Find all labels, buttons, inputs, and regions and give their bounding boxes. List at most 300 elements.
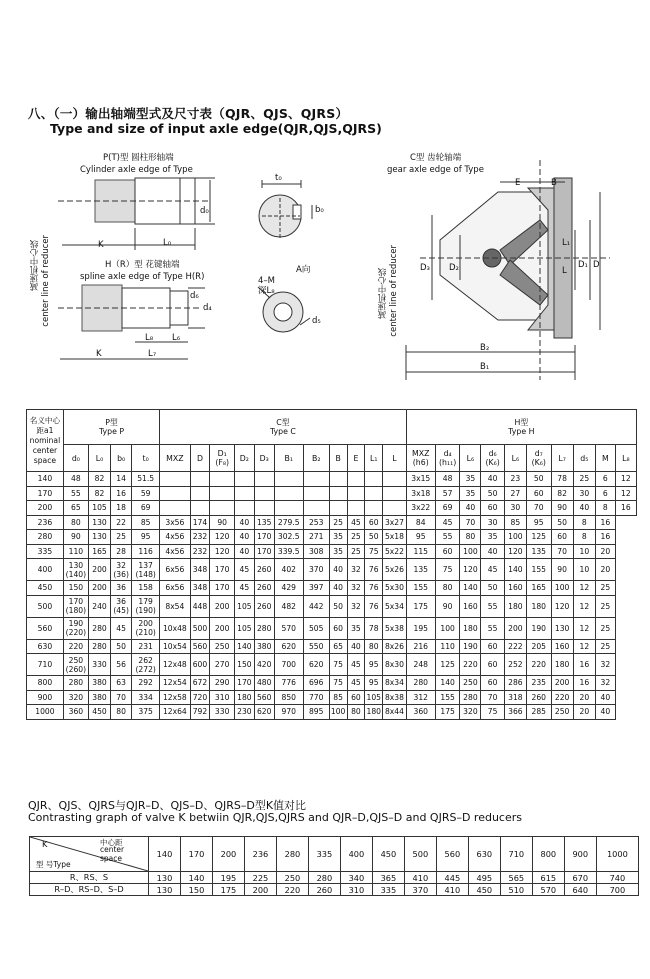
col-header: d₅	[573, 445, 595, 472]
table-cell: 60	[481, 654, 504, 676]
table-cell: 14	[111, 472, 132, 487]
center-line-en-left: center line of reducer	[41, 235, 51, 327]
table-cell: 120	[551, 595, 573, 617]
table-cell: 18	[111, 501, 132, 516]
table-cell: 5x34	[383, 595, 406, 617]
k-center-header: 200	[212, 837, 244, 872]
axle-diagrams	[0, 140, 650, 400]
k-value-cell: 570	[532, 884, 564, 896]
dim-k-h: K	[96, 349, 102, 359]
c-title-cn: C型 齿轮轴端	[410, 153, 462, 163]
table-cell: 50	[526, 472, 551, 487]
table-row	[27, 654, 637, 676]
table-cell: 195	[406, 617, 435, 639]
table-cell: 320	[63, 690, 88, 705]
table-cell: 200	[504, 617, 526, 639]
table-cell: 1000	[27, 705, 64, 720]
table-cell	[254, 501, 274, 516]
table-cell: 6	[595, 486, 615, 501]
table-cell: 16	[573, 676, 595, 691]
table-cell: 560	[27, 617, 64, 639]
table-cell: 60	[329, 617, 347, 639]
table-cell: 800	[27, 676, 64, 691]
table-cell: 200	[551, 676, 573, 691]
table-cell: 8x30	[383, 654, 406, 676]
table-cell: 40	[347, 639, 365, 654]
table-cell: 140	[504, 559, 526, 581]
table-cell	[347, 501, 365, 516]
k-value-cell: 450	[468, 884, 500, 896]
table-cell: 5x30	[383, 581, 406, 596]
table-cell: 5x22	[383, 544, 406, 559]
k-table-corner	[30, 837, 149, 872]
col-header: L	[383, 445, 406, 472]
table-cell: 95	[132, 530, 160, 545]
table-cell: 36 (45)	[111, 595, 132, 617]
col-header: d₆ (K₆)	[481, 445, 504, 472]
table-cell: 402	[274, 559, 303, 581]
table-cell: 180	[365, 705, 383, 720]
dim-d0: d₀	[200, 206, 209, 216]
table-cell: 220	[63, 639, 88, 654]
table-cell	[234, 472, 254, 487]
table-cell: 5x26	[383, 559, 406, 581]
table-cell: 45	[234, 559, 254, 581]
table-cell: 40	[573, 501, 595, 516]
table-cell	[383, 472, 406, 487]
k-value-cell: 370	[404, 884, 436, 896]
type-p-en: Type P	[98, 427, 125, 436]
table-cell: 180	[460, 617, 481, 639]
c-title-en: gear axle edge of Type	[387, 165, 484, 175]
table-cell	[210, 486, 235, 501]
type-h-en: Type H	[508, 427, 535, 436]
table-cell: 232	[190, 530, 210, 545]
k-value-table	[29, 836, 639, 896]
table-cell: 135	[406, 559, 435, 581]
table-cell: 400	[27, 559, 64, 581]
k-value-cell: 175	[212, 884, 244, 896]
col-header: d₀	[63, 445, 88, 472]
k-value-cell: 410	[436, 884, 468, 896]
table-cell	[160, 486, 190, 501]
table-cell: 32	[595, 654, 615, 676]
dim-l8: L₈	[145, 333, 154, 343]
k-center-header: 450	[372, 837, 404, 872]
table-cell: 40	[460, 501, 481, 516]
table-cell	[210, 472, 235, 487]
table-cell: 12x48	[160, 654, 190, 676]
k-value-cell: 365	[372, 872, 404, 884]
table-cell: 10x48	[160, 617, 190, 639]
h-title-en: spline axle edge of Type H(R)	[80, 272, 205, 282]
table-cell: 76	[365, 559, 383, 581]
table-cell: 8x54	[160, 595, 190, 617]
col-header: d₇ (K₆)	[526, 445, 551, 472]
col-header: B₂	[303, 445, 329, 472]
table-cell: 505	[303, 617, 329, 639]
table-cell: 100	[435, 617, 460, 639]
k-value-cell: 640	[564, 884, 596, 896]
dim-d2: D₂	[449, 263, 459, 273]
k-value-cell: 495	[468, 872, 500, 884]
table-cell: 25	[595, 617, 615, 639]
table-cell: 40	[481, 472, 504, 487]
col-center-space	[27, 410, 64, 472]
table-cell: 170	[210, 559, 235, 581]
table-cell: 65	[63, 501, 88, 516]
table-cell: 570	[274, 617, 303, 639]
section-title-en: Type and size of input axle edge(QJR,QJS,QJRS)	[50, 121, 382, 136]
table-cell	[234, 501, 254, 516]
table-cell: 179 (190)	[132, 595, 160, 617]
table-cell: 482	[274, 595, 303, 617]
table-cell: 25	[329, 515, 347, 530]
table-cell	[347, 486, 365, 501]
table-cell: 174	[190, 515, 210, 530]
table-cell: 10x54	[160, 639, 190, 654]
table-cell: 170	[254, 530, 274, 545]
table-cell: 250	[551, 705, 573, 720]
table-cell: 110	[63, 544, 88, 559]
table-cell: 25	[111, 530, 132, 545]
group-type-c	[160, 410, 406, 445]
table-cell: 5x18	[383, 530, 406, 545]
table-row	[27, 705, 637, 720]
table-cell: 220	[526, 654, 551, 676]
dim-4m: 4–M	[258, 276, 275, 286]
k-value-cell: 150	[180, 884, 212, 896]
type-h-cn: H型	[514, 418, 529, 427]
k-value-cell: 260	[308, 884, 340, 896]
table-cell: 82	[88, 486, 110, 501]
table-cell: 366	[504, 705, 526, 720]
dim-l7: L₇	[148, 349, 157, 359]
table-cell: 40	[234, 515, 254, 530]
center-line-cn-left: 减速机中心线	[30, 240, 40, 291]
table-cell	[303, 472, 329, 487]
type-c-en: Type C	[269, 427, 296, 436]
k-center-header: 140	[149, 837, 181, 872]
table-cell: 280	[254, 617, 274, 639]
table-cell: 270	[210, 654, 235, 676]
table-cell: 8	[595, 501, 615, 516]
col-center-space-cn: 名义中心距a1	[29, 415, 61, 435]
k-value-cell: 615	[532, 872, 564, 884]
table-cell: 720	[190, 690, 210, 705]
table-cell	[274, 486, 303, 501]
table-cell: 115	[406, 544, 435, 559]
table-cell: 155	[435, 690, 460, 705]
table-cell: 620	[254, 705, 274, 720]
table-cell: 200	[210, 617, 235, 639]
table-cell: 450	[27, 581, 64, 596]
k-value-cell: 565	[500, 872, 532, 884]
table-cell: 100	[504, 530, 526, 545]
col-center-space-en: nominal center space	[29, 435, 61, 465]
table-cell: 60	[551, 530, 573, 545]
table-cell: 45	[347, 676, 365, 691]
table-cell: 620	[303, 654, 329, 676]
k-row-label: R–D、RS–D、S–D	[30, 884, 149, 896]
table-cell: 125	[526, 530, 551, 545]
col-header: B	[329, 445, 347, 472]
table-row	[27, 515, 637, 530]
table-cell: 8x44	[383, 705, 406, 720]
table-cell: 180	[504, 595, 526, 617]
table-cell: 308	[303, 544, 329, 559]
table-cell	[274, 472, 303, 487]
table-cell: 100	[329, 705, 347, 720]
table-cell: 3x22	[406, 501, 435, 516]
k-value-cell: 220	[276, 884, 308, 896]
table-cell: 45	[111, 617, 132, 639]
table-cell: 23	[504, 472, 526, 487]
table-cell: 10	[573, 559, 595, 581]
table-row	[27, 501, 637, 516]
table-cell: 130 (140)	[63, 559, 88, 581]
table-cell: 40	[595, 690, 615, 705]
dim-d1: D₁	[578, 260, 588, 270]
k-table-row	[30, 884, 639, 896]
corner-k-label: K	[42, 839, 48, 849]
table-cell: 339.5	[274, 544, 303, 559]
table-cell: 45	[347, 515, 365, 530]
table-cell: 6x56	[160, 581, 190, 596]
table-cell: 240	[88, 595, 110, 617]
k-center-header: 280	[276, 837, 308, 872]
table-cell: 75	[365, 544, 383, 559]
table-cell: 175	[406, 595, 435, 617]
table-cell: 250	[460, 676, 481, 691]
table-cell: 56	[111, 654, 132, 676]
k-value-cell: 225	[244, 872, 276, 884]
table-row	[27, 472, 637, 487]
table-cell: 310	[210, 690, 235, 705]
table-cell: 4x56	[160, 530, 190, 545]
table-cell: 75	[329, 654, 347, 676]
table-cell	[254, 472, 274, 487]
dim-d4: d₄	[203, 303, 212, 313]
table-cell: 80	[63, 515, 88, 530]
table-cell: 30	[481, 515, 504, 530]
table-cell: 82	[88, 472, 110, 487]
table-cell: 280	[88, 617, 110, 639]
table-cell: 280	[88, 639, 110, 654]
k-center-header: 335	[308, 837, 340, 872]
table-cell: 600	[190, 654, 210, 676]
table-cell: 260	[526, 690, 551, 705]
k-center-header: 900	[564, 837, 596, 872]
table-cell	[303, 501, 329, 516]
table-cell: 40	[234, 544, 254, 559]
col-header: MXZ	[160, 445, 190, 472]
table-cell: 12x58	[160, 690, 190, 705]
table-cell	[329, 501, 347, 516]
table-cell: 60	[526, 486, 551, 501]
table-cell: 130	[88, 515, 110, 530]
table-cell: 50	[481, 486, 504, 501]
table-cell: 32	[347, 581, 365, 596]
table-cell: 45	[234, 581, 254, 596]
table-cell: 792	[190, 705, 210, 720]
table-cell: 140	[435, 676, 460, 691]
table-cell: 155	[406, 581, 435, 596]
table-cell: 8x38	[383, 690, 406, 705]
dim-l0: L₀	[163, 238, 172, 248]
table-cell: 69	[435, 501, 460, 516]
table-cell: 380	[254, 639, 274, 654]
table-cell: 75	[329, 676, 347, 691]
h-title-cn: H（R）型 花键轴端	[105, 260, 180, 270]
table-cell: 850	[274, 690, 303, 705]
table-cell: 292	[132, 676, 160, 691]
dim-d-big: D	[593, 260, 600, 270]
dim-d5: d₅	[312, 316, 321, 326]
table-cell: 35	[329, 544, 347, 559]
table-cell: 35	[460, 472, 481, 487]
k-center-header: 630	[468, 837, 500, 872]
table-cell	[303, 486, 329, 501]
table-cell: 320	[460, 705, 481, 720]
pt-title-en: Cylinder axle edge of Type	[80, 165, 193, 175]
table-cell: 236	[27, 515, 64, 530]
table-cell: 279.5	[274, 515, 303, 530]
group-type-h	[406, 410, 636, 445]
table-cell: 271	[303, 530, 329, 545]
table-cell: 85	[132, 515, 160, 530]
k-value-cell: 340	[340, 872, 372, 884]
table-cell: 35	[460, 486, 481, 501]
dim-deep-l8: 深L₈	[258, 286, 275, 296]
table-cell	[234, 486, 254, 501]
table-cell: 60	[347, 690, 365, 705]
table-cell: 76	[365, 595, 383, 617]
k-value-cell: 310	[340, 884, 372, 896]
table-cell: 6x56	[160, 559, 190, 581]
table-cell: 335	[27, 544, 64, 559]
table-cell	[329, 486, 347, 501]
table-cell: 125	[435, 654, 460, 676]
table-cell: 140	[460, 581, 481, 596]
table-cell: 3x27	[383, 515, 406, 530]
col-header: D₂	[234, 445, 254, 472]
table-cell: 70	[481, 690, 504, 705]
table-cell: 286	[504, 676, 526, 691]
table-cell: 105	[88, 501, 110, 516]
table-cell: 82	[551, 486, 573, 501]
table-cell: 40	[595, 705, 615, 720]
table-cell: 360	[406, 705, 435, 720]
table-cell: 25	[595, 639, 615, 654]
table-cell: 348	[190, 581, 210, 596]
table-cell: 32	[347, 559, 365, 581]
col-header: L₈	[615, 445, 636, 472]
table-cell: 160	[551, 639, 573, 654]
table-cell: 285	[526, 705, 551, 720]
table-cell: 180	[551, 654, 573, 676]
table-cell: 110	[435, 639, 460, 654]
table-row	[27, 581, 637, 596]
k-value-cell: 335	[372, 884, 404, 896]
col-header: D	[190, 445, 210, 472]
k-table-row	[30, 872, 639, 884]
table-cell: 120	[210, 544, 235, 559]
table-cell: 672	[190, 676, 210, 691]
table-cell: 170	[27, 486, 64, 501]
dimension-table	[26, 409, 637, 720]
table-cell: 250 (260)	[63, 654, 88, 676]
table-cell: 32	[347, 595, 365, 617]
table-cell: 120	[210, 530, 235, 545]
col-header: L₁	[365, 445, 383, 472]
table-cell: 3x18	[406, 486, 435, 501]
table-cell: 248	[406, 654, 435, 676]
table-row	[27, 676, 637, 691]
dim-b0: b₀	[315, 205, 324, 215]
k-value-cell: 195	[212, 872, 244, 884]
table-cell: 80	[347, 705, 365, 720]
table-cell: 216	[406, 639, 435, 654]
table-cell: 12x54	[160, 676, 190, 691]
k-center-header: 170	[180, 837, 212, 872]
col-header: L₆	[504, 445, 526, 472]
table-cell: 70	[460, 515, 481, 530]
col-header: E	[347, 445, 365, 472]
table-cell	[274, 501, 303, 516]
table-cell: 252	[504, 654, 526, 676]
table-cell: 140	[234, 639, 254, 654]
table-cell: 12x64	[160, 705, 190, 720]
table-cell: 348	[190, 559, 210, 581]
table-cell: 620	[274, 639, 303, 654]
table-cell	[160, 472, 190, 487]
group-type-p	[63, 410, 159, 445]
k-row-label: R、RS、S	[30, 872, 149, 884]
table-cell: 85	[329, 690, 347, 705]
k-center-header: 800	[532, 837, 564, 872]
table-cell: 40	[481, 544, 504, 559]
table-cell: 280	[406, 676, 435, 691]
table-cell: 59	[132, 486, 160, 501]
table-cell: 32 (36)	[111, 559, 132, 581]
table-cell: 160	[504, 581, 526, 596]
table-group-header	[27, 410, 637, 445]
table-cell: 78	[365, 617, 383, 639]
table-cell: 50	[365, 530, 383, 545]
table-cell: 35	[481, 530, 504, 545]
dim-d6: d₆	[190, 291, 199, 301]
table-cell	[254, 486, 274, 501]
dim-l: L	[562, 266, 567, 276]
table-cell: 45	[435, 515, 460, 530]
table-cell: 45	[347, 654, 365, 676]
table-cell: 6	[595, 472, 615, 487]
table-cell: 710	[27, 654, 64, 676]
table-column-header	[27, 445, 637, 472]
contrast-title-en: Contrasting graph of valve K betwiin QJR,QJS,QJRS and QJR–D,QJS–D and QJRS–D reducers	[28, 811, 522, 824]
table-cell: 170	[210, 581, 235, 596]
table-cell: 84	[406, 515, 435, 530]
table-cell: 140	[27, 472, 64, 487]
table-row	[27, 595, 637, 617]
table-cell: 970	[274, 705, 303, 720]
table-cell: 180	[234, 690, 254, 705]
k-value-cell: 670	[564, 872, 596, 884]
col-header: M	[595, 445, 615, 472]
table-cell: 48	[63, 472, 88, 487]
table-row	[27, 617, 637, 639]
